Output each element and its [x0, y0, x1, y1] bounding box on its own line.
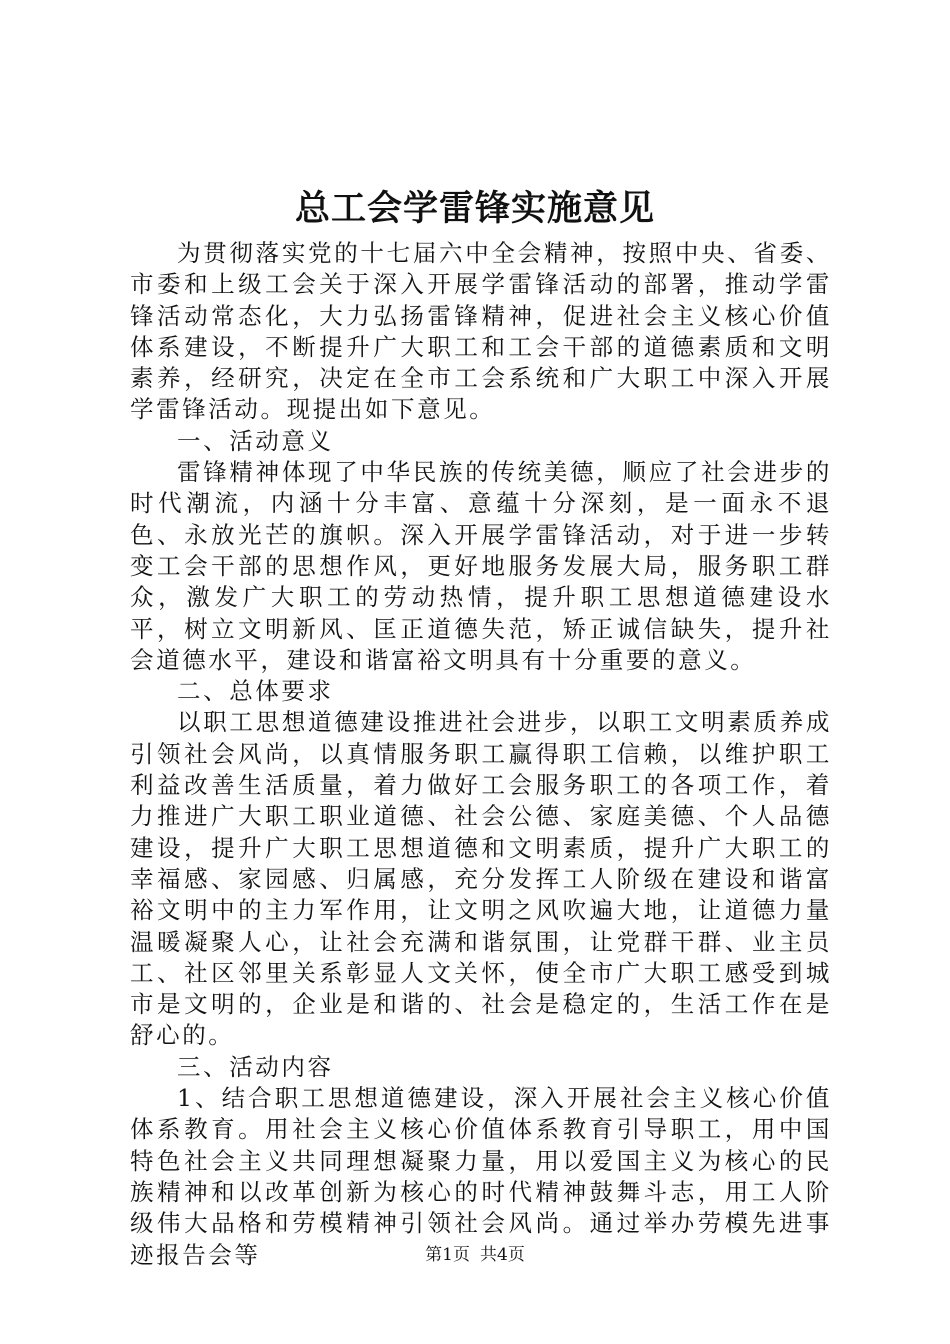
requirements-paragraph: 以职工思想道德建设推进社会进步，以职工文明素质养成引领社会风尚，以真情服务职工赢得职工信赖，以维护职工利益改善生活质量，着力做好工会服务职工的各项工作，着力推进广大职工职业道德、社会公德、家庭美德、个人品德建设，提升广大职工思想道德和文明素质，提升广大职工的幸福感、家园感、归属感，充分发挥工人阶级在建设和谐富裕文明中的主力军作用，让文明之风吹遍大地，让道德力量温暖凝聚人心，让社会充满和谐氛围，让党群干群、业主员工、社区邻里关系彰显人文关怀，使全市广大职工感受到城市是文明的，企业是和谐的、社会是稳定的，生活工作在是舒心的。 — [130, 708, 832, 1050]
content-paragraph-1: 1、结合职工思想道德建设，深入开展社会主义核心价值体系教育。用社会主义核心价值体系教育引导职工，用中国特色社会主义共同理想凝聚力量，用以爱国主义为核心的民族精神和以改革创新为核心的时代精神鼓舞斗志，用工人阶级伟大品格和劳模精神引领社会风尚。通过举办劳模先进事迹报告会等 — [130, 1084, 832, 1269]
document-body — [130, 238, 832, 1271]
document-title: 总工会学雷锋实施意见 — [294, 188, 655, 229]
section-heading-content: 三、活动内容 — [177, 1052, 334, 1081]
significance-paragraph: 雷锋精神体现了中华民族的传统美德，顺应了社会进步的时代潮流，内涵十分丰富、意蕴十分深刻，是一面永不退色、永放光芒的旗帜。深入开展学雷锋活动，对于进一步转变工会干部的思想作风，更好地服务发展大局，服务职工群众，激发广大职工的劳动热情，提升职工思想道德建设水平，树立文明新风、匡正道德失范，矫正诚信缺失，提升社会道德水平，建设和谐富裕文明具有十分重要的意义。 — [130, 458, 832, 674]
section-heading-requirements: 二、总体要求 — [177, 677, 334, 706]
section-heading-significance: 一、活动意义 — [177, 426, 334, 455]
page-number-current: 第1页 — [425, 1245, 470, 1265]
page-number-total: 共4页 — [480, 1245, 525, 1265]
intro-paragraph: 为贯彻落实党的十七届六中全会精神，按照中央、省委、市委和上级工会关于深入开展学雷锋活动的部署，推动学雷锋活动常态化，大力弘扬雷锋精神，促进社会主义核心价值体系建设，不断提升广大职工和工会干部的道德素质和文明素养，经研究，决定在全市工会系统和广大职工中深入开展学雷锋活动。现提出如下意见。 — [130, 239, 832, 424]
page-footer — [0, 1243, 950, 1267]
